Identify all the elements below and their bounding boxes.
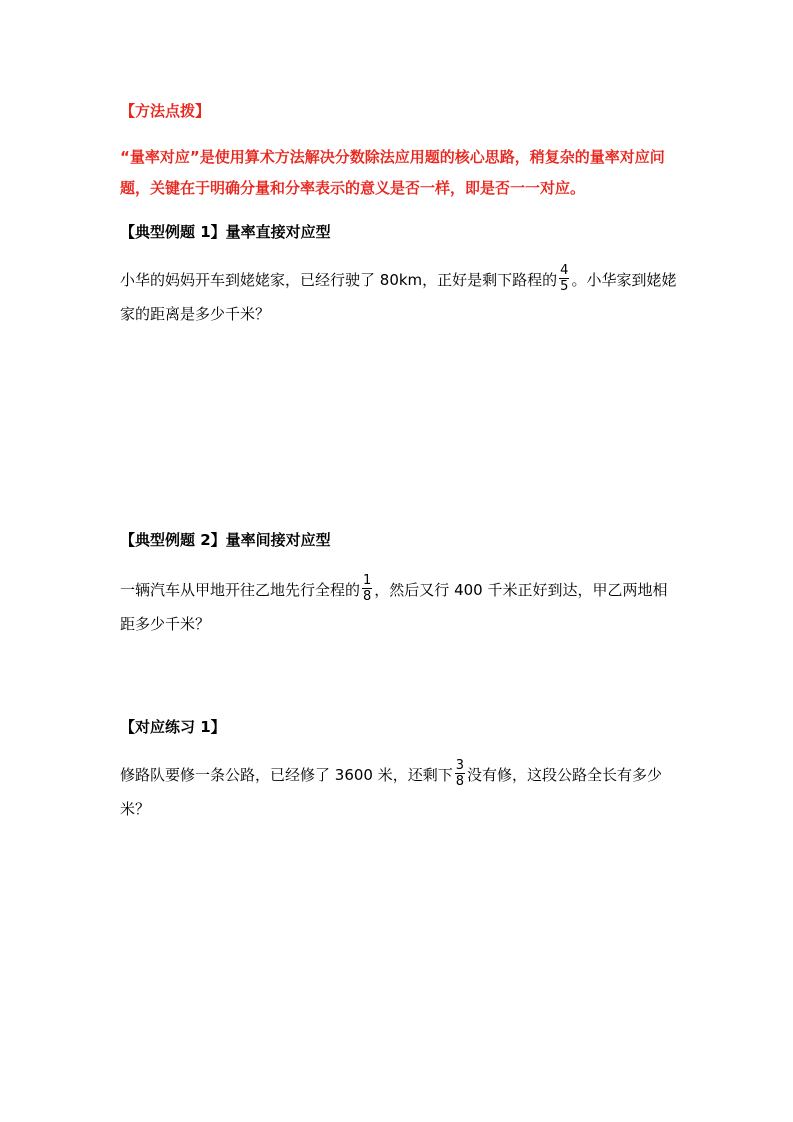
- example2-heading: 【典型例题 2】量率间接对应型: [120, 531, 331, 549]
- example2-text-before: 一辆汽车从甲地开往乙地先行全程的: [120, 581, 361, 599]
- practice1-text-before: 修路队要修一条公路，已经修了 3600 米，还剩下: [120, 766, 453, 784]
- fraction-numerator: 4: [560, 263, 569, 278]
- practice1-heading: 【对应练习 1】: [120, 718, 226, 736]
- fraction-denominator: 5: [560, 279, 569, 294]
- example1-text-after: 。小华家到姥姥家的距离是多少千米？: [120, 271, 677, 323]
- example1-text-before: 小华的妈妈开车到姥姥家，已经行驶了 80km，正好是剩下路程的: [120, 271, 558, 289]
- fraction-numerator: 1: [363, 573, 372, 588]
- practice1-question: [120, 758, 680, 826]
- method-heading: 【方法点拨】: [120, 102, 211, 120]
- example1-fraction: [559, 263, 569, 294]
- fraction-denominator: 8: [363, 589, 372, 604]
- example1-heading: 【典型例题 1】量率直接对应型: [120, 223, 331, 241]
- practice1-fraction: [455, 758, 465, 789]
- example2-text-after: ，然后又行 400 千米正好到达，甲乙两地相距多少千米？: [120, 581, 668, 633]
- example2-question: [120, 573, 680, 641]
- method-paragraph: “量率对应”是使用算术方法解决分数除法应用题的核心思路，稍复杂的量率对应问题，关键在于明确分量和分率表示的意义是否一样，即是否一一对应。: [120, 148, 665, 197]
- fraction-denominator: 8: [455, 774, 464, 789]
- example2-fraction: [362, 573, 372, 604]
- example1-question: [120, 263, 680, 331]
- fraction-numerator: 3: [455, 758, 464, 773]
- practice1-text-after: 没有修，这段公路全长有多少米？: [120, 766, 663, 818]
